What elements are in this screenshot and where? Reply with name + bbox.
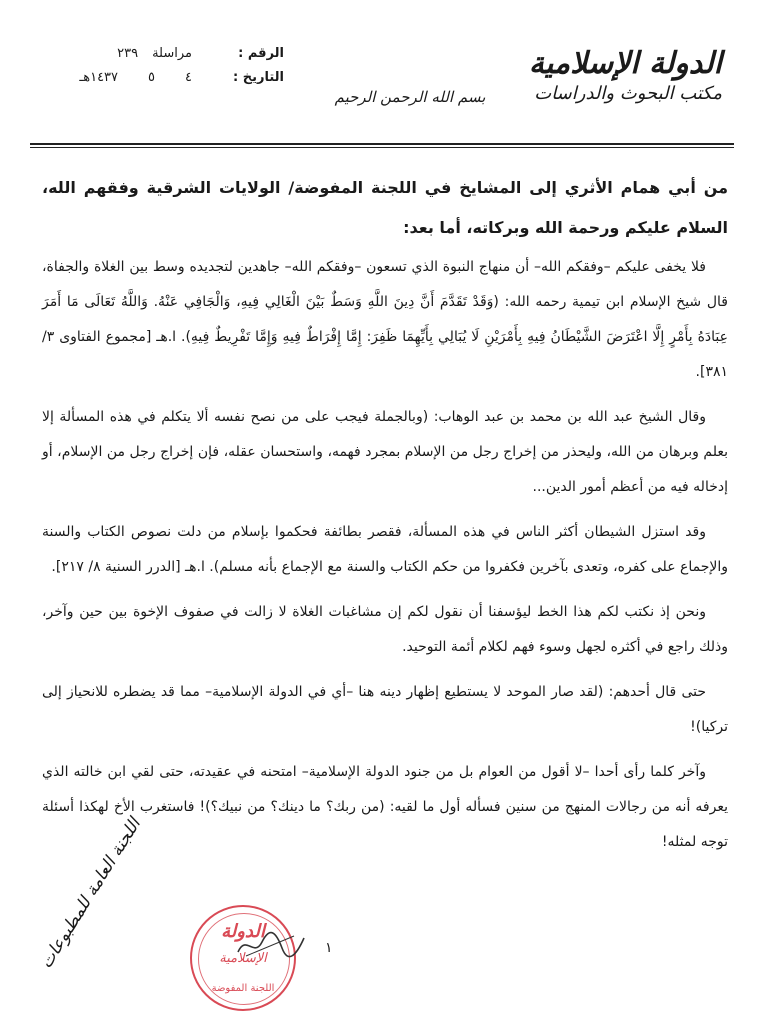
paragraph: وقال الشيخ عبد الله بن محمد بن عبد الوهاب: (وبالجملة فيجب على من نصح نفسه ألا يتكلم في هذه المسألة إلا بعلم وبرهان من الله، وليحذر من إخراج رجل من الإسلام بمجرد فهمه، واستحسان عقله، فإن إخراج رجل من الإسلام، أو إدخاله فيه من أعظم أمور الدين... <box>42 409 728 495</box>
correspondence-label: مراسلة <box>152 46 192 61</box>
date-year: ١٤٣٧هـ <box>79 70 119 85</box>
date-label: التاريخ : <box>233 70 284 85</box>
page-number: ١ <box>325 940 333 956</box>
paragraph: وقد استزل الشيطان أكثر الناس في هذه المسألة، فقصر بطائفة فحكموا بإسلام من دلت نصوص الكتاب والسنة والإجماع على كفره، وتعدى بآخرين فكفروا من حكم الكتاب والسنة مع الإجماع بأنه مسلم). ا.هـ [الدرر السنية ٨/ ٢١٧]. <box>42 524 728 575</box>
letterhead-logo <box>492 46 722 106</box>
date-month: ٥ <box>148 70 156 85</box>
number-label: الرقم : <box>238 46 284 61</box>
number-row <box>44 46 284 70</box>
letter-body <box>42 168 728 870</box>
logo-title: الدولة الإسلامية <box>528 46 722 81</box>
stamp-top-text: الدولة <box>221 921 265 942</box>
logo-subtitle: مكتب البحوث والدراسات <box>534 83 722 104</box>
paragraph: ونحن إذ نكتب لكم هذا الخط ليؤسفنا أن نقول لكم إن مشاغبات الغلاة لا زالت في صفوف الإخوة بين حين وآخر، وذلك راجع في أكثره لجهل وسوء فهم لكلام أئمة التوحيد. <box>42 604 728 655</box>
header-divider-thin <box>30 147 734 148</box>
header-divider <box>30 143 734 145</box>
stamp-bottom-text: اللجنة المفوضة <box>211 983 275 994</box>
date-day: ٤ <box>185 70 192 85</box>
letter-heading: من أبي همام الأثري إلى المشايخ في اللجنة المفوضة/ الولايات الشرقية وفقهم الله، السلام عليكم ورحمة الله وبركاته، أما بعد: <box>42 178 728 237</box>
stamp-signature-scribble <box>236 930 306 960</box>
reference-block <box>44 46 284 94</box>
handwritten-signature: اللجنة العامة للمطبوعات <box>36 814 145 973</box>
stamp-middle-text: الإسلامية <box>219 951 267 966</box>
basmala: بسم الله الرحمن الرحيم <box>334 88 486 106</box>
paragraph: فلا يخفى عليكم –وفقكم الله– أن منهاج النبوة الذي تسعون –وفقكم الله– جاهدين لتجديده وسط بين الغلاة والجفاة، قال شيخ الإسلام ابن تيمية رحمه الله: (وَقَدْ تَقَدَّمَ أَنَّ دِينَ اللَّهِ وَسَطٌ بَيْنَ الْغَالِي فِيهِ، وَالْجَافِي عَنْهُ. وَاللَّهُ تَعَالَى مَا أَمَرَ عِبَادَهُ بِأَمْرٍ إِلَّا اعْتَرَضَ الشَّيْطَانُ فِيهِ بِأَمْرَيْنِ لَا يُبَالِي بِأَيِّهِمَا ظَفِرَ: إِمَّا إِفْرَاطٌ فِيهِ وَإِمَّا تَفْرِيطٌ فِيهِ). ا.هـ [مجموع الفتاوى ٣/ ٣٨١]. <box>42 259 728 380</box>
paragraph: حتى قال أحدهم: (لقد صار الموحد لا يستطيع إظهار دينه هنا –أي في الدولة الإسلامية– مما قد يضطره للانحياز إلى تركيا)! <box>42 684 728 735</box>
paragraph: وآخر كلما رأى أحدا –لا أقول من العوام بل من جنود الدولة الإسلامية– امتحنه في عقيدته، حتى لقي ابن خالته الذي يعرفه أنه من رجالات المنهج من سنين فسأله أول ما لقيه: (من ربك؟ ما دينك؟ من نبيك؟)! فاستغرب الأخ لهكذا أسئلة توجه لمثله! <box>42 764 728 850</box>
number-value: ٢٣٩ <box>117 46 139 61</box>
date-row <box>44 70 284 94</box>
